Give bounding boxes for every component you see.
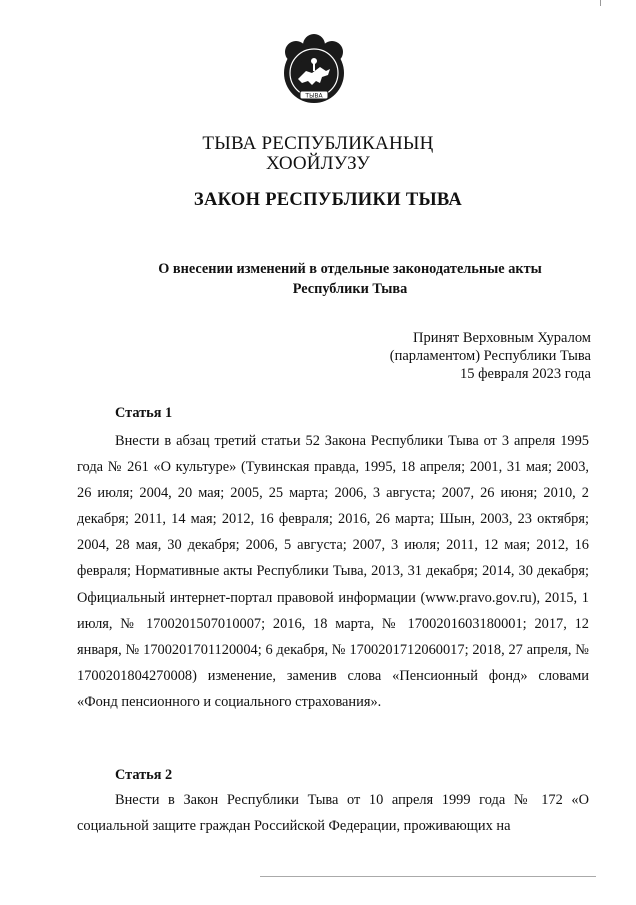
page-bottom-rule <box>260 876 596 877</box>
republic-name-line1: ТЫВА РЕСПУБЛИКАНЫҢ <box>202 133 434 154</box>
adoption-line1: Принят Верховным Хуралом <box>413 330 591 346</box>
law-subject-line2: Республики Тыва <box>292 281 408 297</box>
law-subject-line1: О внесении изменений в отдельные законодательные акты <box>158 261 542 277</box>
coat-of-arms-emblem <box>276 33 352 109</box>
law-subject <box>0 259 636 299</box>
emblem-ribbon-text: ТЫВА <box>305 92 323 100</box>
adoption-date: 15 февраля 2023 года <box>459 366 591 382</box>
article-2-text: Внести в Закон Республики Тыва от 10 апреля 1999 года № 172 «О социальной защите граждан Российской Федерации, проживающих на <box>77 792 589 835</box>
law-title: ЗАКОН РЕСПУБЛИКИ ТЫВА <box>193 190 463 210</box>
article-1-text: Внести в абзац третий статьи 52 Закона Республики Тыва от 3 апреля 1995 года № 261 «О культуре» (Тувинская правда, 1995, 18 апреля; 2001, 31 мая; 2003, 26 июля; 2004, 20 мая; 2005, 25 марта; 2006, 3 августа; 2007, 26 июня; 2010, 2 декабря; 2011, 14 мая; 2012, 16 февраля; 2016, 26 марта; Шын, 2003, 23 октября; 2004, 28 мая, 30 декабря; 2006, 5 августа; 2007, 3 июля; 2011, 12 мая; 2012, 16 февраля; Нормативные акты Республики Тыва, 2013, 31 декабря; 2014, 30 декабря; Официальный интернет-портал правовой информации (www.pravo.gov.ru), 2015, 1 июля, № 1700201507010007; 2016, 18 марта, № 1700201603180001; 2017, 12 января, № 1700201701120004; 6 декабря, № 1700201712060017; 2018, 27 апреля, № 1700201804270008) изменение, заменив слова «Пенсионный фонд» словами «Фонд пенсионного и социального страхования». <box>77 433 589 710</box>
adoption-block <box>331 329 591 383</box>
article-2-heading: Статья 2 <box>115 767 173 783</box>
scan-corner-mark <box>600 0 601 6</box>
article-1-heading: Статья 1 <box>115 405 173 421</box>
republic-name-line2: ХООЙЛУЗУ <box>265 153 371 174</box>
adoption-line2: (парламентом) Республики Тыва <box>389 348 591 364</box>
